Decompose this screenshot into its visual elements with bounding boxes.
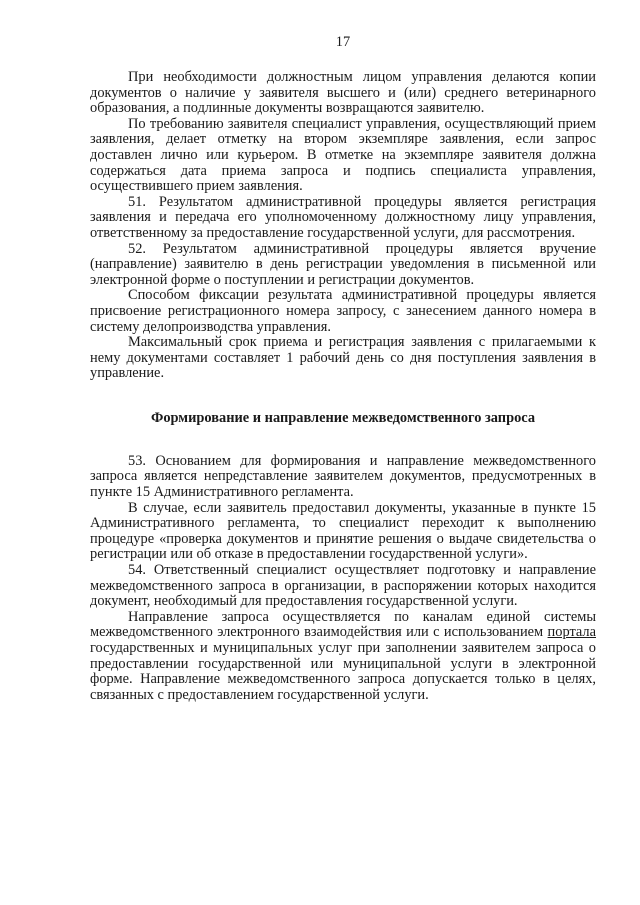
paragraph-fixation: Способом фиксации результата административной процедуры является присвоение регистрационного номера запросу, с занесением данного номера в систему делопроизводства управления. (90, 287, 596, 335)
paragraph-documents-provided: В случае, если заявитель предоставил документы, указанные в пункте 15 Административного регламента, то специалист переходит к выполнению процедуре «проверка документов и принятие решения о выдаче свидетельства о регистрации или об отказе в предоставлении государственной услуги». (90, 499, 596, 563)
paragraph-51: 51. Результатом административной процедуры является регистрация заявления и передача его уполномоченному должностному лицу управления, ответственному за предоставление государственной услуги, для рассмотрения. (90, 193, 596, 241)
page-number: 17 (335, 34, 351, 50)
paragraph-receipt-mark: По требованию заявителя специалист управления, осуществляющий прием заявления, делает отметку на втором экземпляре заявления, если запрос доставлен лично или курьером. В отметке на экземпляре заявителя должна содержаться дата приема запроса и подпись специалиста управления, осуществившего прием заявления. (90, 115, 596, 195)
document-page (90, 0, 596, 905)
paragraph-53: 53. Основанием для формирования и направление межведомственного запроса является непредставление заявителем документов, предусмотренных в пункте 15 Административного регламента. (90, 452, 596, 501)
paragraph-max-term: Максимальный срок приема и регистрация заявления с прилагаемыми к нему документами составляет 1 рабочий день со дня поступления заявления в управление. (90, 334, 596, 382)
paragraph-request-channels (90, 610, 596, 704)
section-heading: Формирование и направление межведомственного запроса (150, 409, 536, 426)
document-body (90, 70, 596, 703)
paragraph-54: 54. Ответственный специалист осуществляет подготовку и направление межведомственного запроса в организации, в распоряжении которых находится документ, необходимый для предоставления государственной услуги. (90, 562, 596, 610)
paragraph-copies: При необходимости должностным лицом управления делаются копии документов о наличие у заявителя высшего и (или) среднего ветеринарного образования, а подлинные документы возвращаются заявителю. (90, 69, 596, 117)
request-channels-text-end: государственных и муниципальных услуг при заполнении заявителем запроса о предоставлении государственной или муниципальной услуги в электронной форме. Направление межведомственного запроса допускается только в целях, связанных с предоставлением государственной услуги. (90, 640, 596, 703)
portal-word: портала (547, 624, 596, 641)
paragraph-52: 52. Результатом административной процедуры является вручение (направление) заявителю в день регистрации уведомления в письменной или электронной форме о поступлении и регистрации документов. (90, 240, 596, 288)
request-channels-text-start: Направление запроса осуществляется по каналам единой системы межведомственного электронного взаимодействия или с использованием (90, 608, 596, 641)
